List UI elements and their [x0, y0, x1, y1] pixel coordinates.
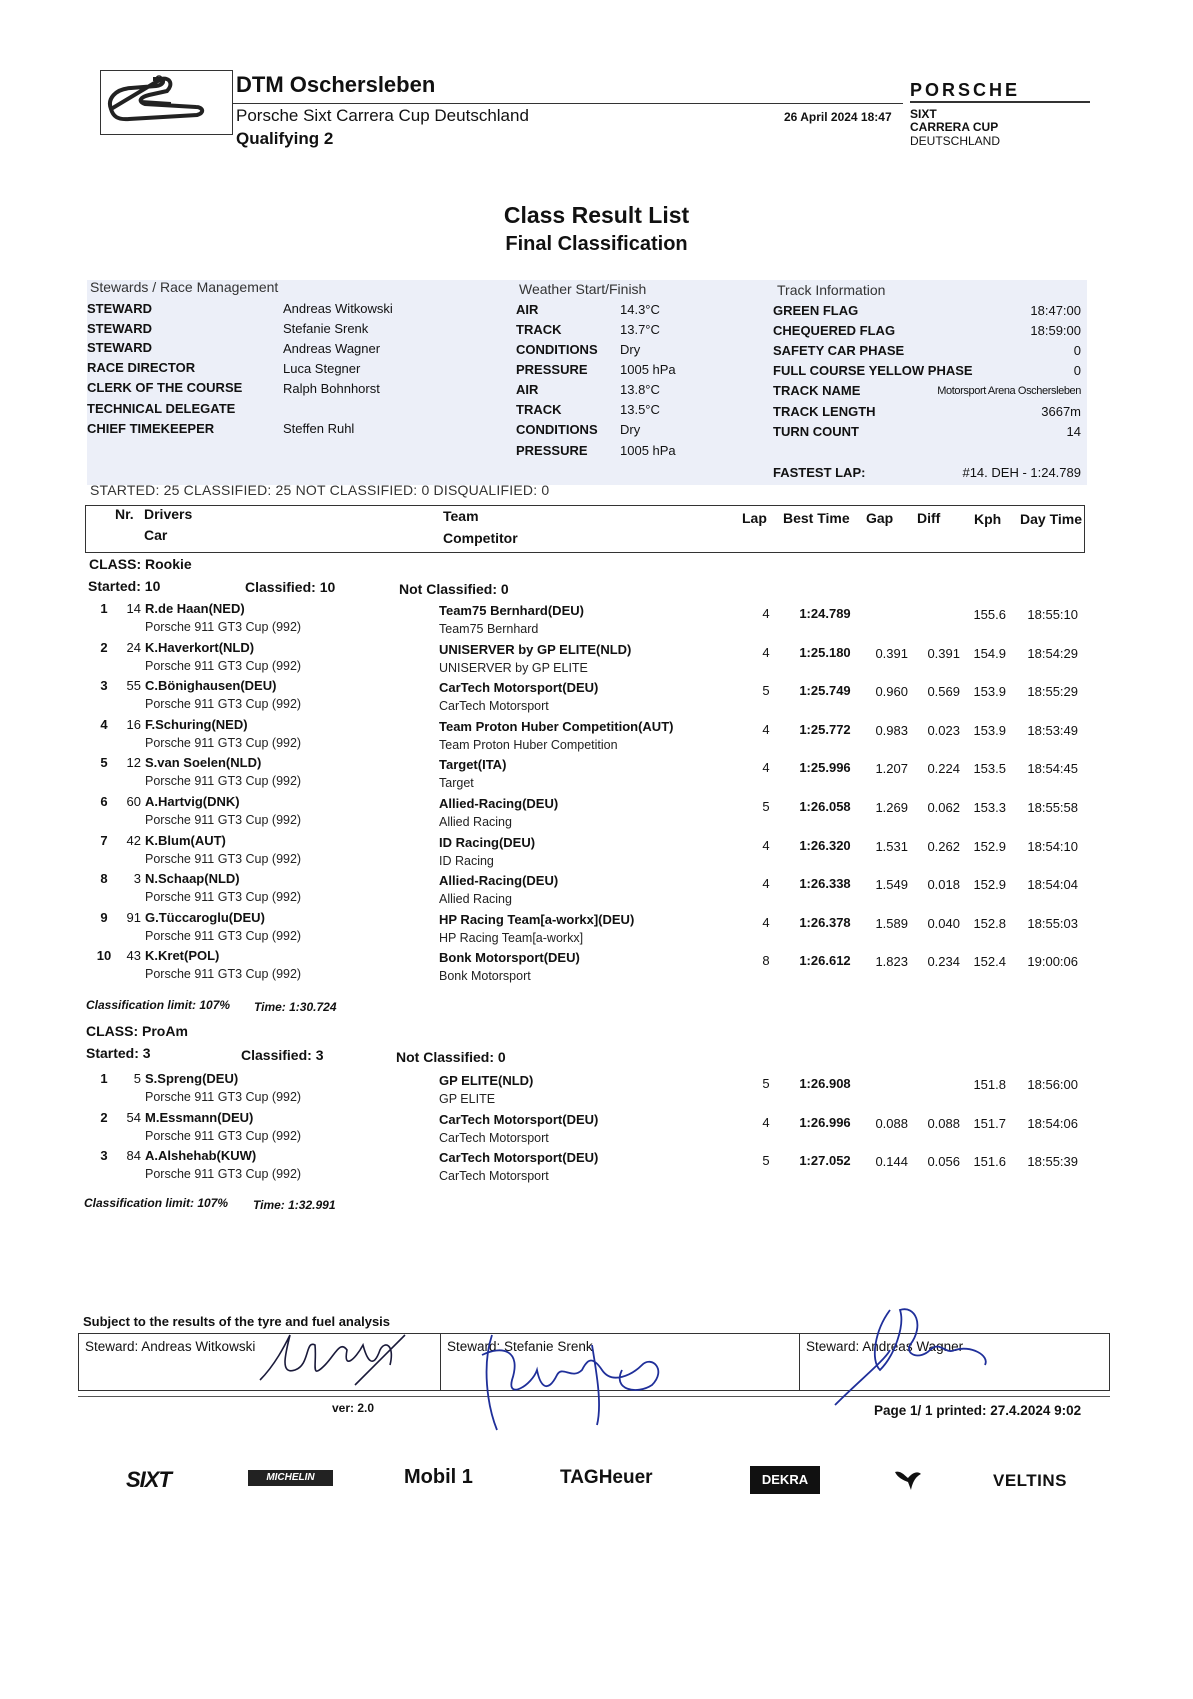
track-label: SAFETY CAR PHASE	[773, 343, 905, 358]
gap-value: 0.983	[875, 722, 908, 738]
steward-name: Steffen Ruhl	[283, 421, 355, 436]
weather-value: Dry	[620, 422, 641, 437]
car-model: Porsche 911 GT3 Cup (992)	[145, 1090, 302, 1104]
track-value: 18:47:00	[1030, 303, 1081, 318]
diff-value: 0.088	[927, 1115, 960, 1131]
fastest-lap-label: FASTEST LAP:	[773, 465, 866, 480]
track-label: TURN COUNT	[773, 424, 859, 439]
steward-role: RACE DIRECTOR	[87, 360, 196, 375]
col-best-time: Best Time	[783, 510, 850, 526]
speed-kph: 152.4	[973, 954, 1006, 970]
best-time: 1:26.378	[799, 914, 851, 930]
team-name: UNISERVER by GP ELITE(NLD)	[439, 641, 632, 657]
day-time: 18:54:29	[1027, 645, 1078, 661]
car-number: 3	[133, 871, 141, 887]
track-label: GREEN FLAG	[773, 303, 859, 318]
puma-logo	[893, 1468, 923, 1492]
car-number: 14	[126, 601, 141, 616]
lap-count: 5	[762, 1076, 770, 1091]
col-kph: Kph	[974, 511, 1002, 527]
best-time: 1:26.338	[799, 876, 851, 892]
diff-value: 0.262	[927, 838, 960, 854]
car-model: Porsche 911 GT3 Cup (992)	[145, 658, 302, 673]
version-label: ver: 2.0	[332, 1401, 375, 1415]
weather-label: AIR	[516, 382, 539, 397]
document-subtitle: Final Classification	[505, 233, 688, 255]
car-model: Porsche 911 GT3 Cup (992)	[145, 813, 302, 827]
class-not-classified: Not Classified: 0	[396, 1049, 506, 1065]
team-name: Team Proton Huber Competition(AUT)	[439, 718, 674, 734]
team-name: Allied-Racing(DEU)	[439, 796, 559, 811]
brand-line-3: DEUTSCHLAND	[910, 134, 1001, 148]
position: 2	[100, 639, 108, 655]
driver-name: K.Haverkort(NLD)	[145, 639, 255, 655]
gap-value: 1.531	[875, 838, 908, 854]
day-time: 18:55:39	[1027, 1154, 1078, 1170]
col-lap: Lap	[742, 510, 767, 526]
competitor-name: CarTech Motorsport	[439, 1130, 549, 1145]
lap-count: 4	[762, 837, 770, 853]
veltins-logo: VELTINS	[993, 1471, 1068, 1490]
speed-kph: 154.9	[973, 645, 1006, 661]
position: 1	[100, 601, 108, 616]
diff-value: 0.023	[927, 722, 960, 738]
position: 1	[100, 1071, 108, 1086]
driver-name: G.Tüccaroglu(DEU)	[145, 909, 265, 925]
col-team: Team	[443, 508, 479, 524]
michelin-logo: MICHELIN	[248, 1470, 333, 1486]
diff-value: 0.040	[927, 915, 960, 931]
class-started: Started: 3	[86, 1045, 151, 1061]
competitor-name: Team Proton Huber Competition	[439, 737, 618, 752]
team-name: HP Racing Team[a-workx](DEU)	[439, 911, 635, 927]
gap-value: 0.144	[875, 1154, 908, 1170]
competitor-name: GP ELITE	[439, 1092, 496, 1106]
position: 4	[100, 716, 108, 732]
competitor-name: Target	[439, 776, 474, 791]
col-competitor: Competitor	[443, 530, 518, 546]
car-number: 5	[133, 1071, 141, 1086]
track-label: TRACK NAME	[773, 383, 861, 398]
team-name: Target(ITA)	[439, 757, 507, 773]
car-model: Porsche 911 GT3 Cup (992)	[145, 697, 302, 712]
weather-label: TRACK	[516, 322, 562, 337]
col-drivers: Drivers	[144, 506, 193, 522]
steward-role: STEWARD	[87, 340, 152, 355]
gap-value: 1.269	[875, 800, 908, 815]
signature-srenk	[472, 1325, 682, 1440]
driver-name: S.Spreng(DEU)	[145, 1071, 239, 1086]
speed-kph: 153.9	[973, 722, 1006, 738]
car-model: Porsche 911 GT3 Cup (992)	[145, 735, 302, 750]
speed-kph: 153.3	[973, 800, 1006, 815]
gap-value: 0.960	[875, 684, 908, 700]
best-time: 1:26.996	[799, 1114, 851, 1130]
report-date: 26 April 2024 18:47	[784, 110, 892, 124]
gap-value: 0.088	[875, 1115, 908, 1131]
porsche-logo: PORSCHE	[910, 80, 1021, 100]
lap-count: 4	[762, 876, 770, 892]
best-time: 1:26.320	[799, 837, 851, 853]
gap-value: 1.823	[875, 954, 908, 970]
driver-name: F.Schuring(NED)	[145, 716, 248, 732]
diff-value: 0.391	[927, 645, 960, 661]
fastest-lap-value: #14. DEH - 1:24.789	[962, 465, 1081, 480]
lap-count: 4	[762, 606, 770, 621]
position: 10	[96, 948, 112, 964]
car-model: Porsche 911 GT3 Cup (992)	[145, 774, 302, 789]
day-time: 18:55:03	[1027, 915, 1078, 931]
position: 5	[100, 755, 108, 771]
best-time: 1:26.908	[799, 1076, 851, 1091]
team-name: Bonk Motorsport(DEU)	[439, 950, 580, 966]
weather-value: 14.3°C	[620, 302, 660, 317]
competitor-name: ID Racing	[439, 853, 494, 868]
logo-underline	[910, 101, 1090, 103]
driver-name: M.Essmann(DEU)	[145, 1109, 254, 1125]
day-time: 18:55:10	[1027, 607, 1078, 622]
signature-wagner	[830, 1300, 1010, 1410]
diff-value: 0.062	[927, 800, 960, 815]
document-title: Class Result List	[503, 202, 690, 228]
steward-name: Andreas Witkowski	[283, 301, 393, 316]
competitor-name: HP Racing Team[a-workx]	[439, 930, 584, 945]
driver-name: K.Kret(POL)	[145, 948, 220, 964]
class-classified: Classified: 10	[245, 579, 336, 595]
competitor-name: CarTech Motorsport	[439, 699, 549, 714]
gap-value: 1.207	[875, 761, 908, 777]
day-time: 18:55:58	[1027, 800, 1078, 815]
counts-summary: STARTED: 25 CLASSIFIED: 25 NOT CLASSIFIED: 0 DISQUALIFIED: 0	[90, 482, 550, 498]
track-label: TRACK LENGTH	[773, 404, 876, 419]
position: 3	[100, 1148, 108, 1164]
car-model: Porsche 911 GT3 Cup (992)	[145, 890, 302, 905]
team-name: Team75 Bernhard(DEU)	[439, 603, 584, 618]
lap-count: 5	[762, 1153, 770, 1169]
diff-value: 0.018	[927, 877, 960, 893]
steward-name: Stefanie Srenk	[283, 321, 369, 336]
event-title: DTM Oschersleben	[236, 72, 436, 97]
position: 3	[100, 678, 108, 694]
day-time: 18:54:06	[1027, 1115, 1078, 1131]
weather-value: 13.8°C	[620, 382, 660, 397]
lap-count: 4	[762, 760, 770, 776]
track-map-logo	[100, 70, 233, 135]
competitor-name: Allied Racing	[439, 815, 512, 829]
weather-label: CONDITIONS	[516, 422, 598, 437]
track-label: FULL COURSE YELLOW PHASE	[773, 363, 973, 378]
day-time: 18:54:45	[1027, 761, 1078, 777]
day-time: 18:54:10	[1027, 838, 1078, 854]
car-number: 54	[126, 1109, 141, 1125]
best-time: 1:24.789	[799, 606, 851, 621]
day-time: 19:00:06	[1027, 954, 1078, 970]
track-value: 18:59:00	[1030, 323, 1081, 338]
track-value: 0	[1073, 363, 1081, 378]
driver-name: N.Schaap(NLD)	[145, 871, 240, 887]
car-model: Porsche 911 GT3 Cup (992)	[145, 967, 302, 982]
track-label: CHEQUERED FLAG	[773, 323, 896, 338]
steward-cell: Steward: Stefanie Srenk	[441, 1334, 800, 1390]
tagheuer-logo: TAGHeuer	[560, 1467, 653, 1488]
header-divider	[233, 103, 903, 104]
track-value: 0	[1073, 343, 1081, 358]
car-model: Porsche 911 GT3 Cup (992)	[145, 1167, 302, 1182]
lap-count: 8	[762, 953, 770, 969]
driver-name: K.Blum(AUT)	[145, 832, 226, 848]
weather-label: PRESSURE	[516, 362, 588, 377]
sixt-logo: SIXT	[126, 1467, 171, 1492]
weather-value: 1005 hPa	[620, 443, 676, 458]
gap-value: 0.391	[875, 645, 908, 661]
weather-heading: Weather Start/Finish	[519, 281, 647, 297]
steward-name: Ralph Bohnhorst	[283, 381, 380, 396]
class-label: CLASS: Rookie	[89, 556, 192, 572]
best-time: 1:25.180	[799, 644, 851, 660]
team-name: CarTech Motorsport(DEU)	[439, 680, 599, 696]
steward-role: TECHNICAL DELEGATE	[87, 401, 236, 416]
steward-name: Andreas Wagner	[283, 341, 381, 356]
day-time: 18:53:49	[1027, 722, 1078, 738]
best-time: 1:27.052	[799, 1153, 851, 1169]
team-name: GP ELITE(NLD)	[439, 1073, 534, 1088]
car-model: Porsche 911 GT3 Cup (992)	[145, 928, 302, 943]
classification-limit-time: Time: 1:30.724	[254, 1000, 337, 1014]
day-time: 18:54:04	[1027, 877, 1078, 893]
speed-kph: 155.6	[973, 607, 1006, 622]
lap-count: 4	[762, 644, 770, 660]
printed-info: Page 1/ 1 printed: 27.4.2024 9:02	[874, 1403, 1082, 1418]
position: 9	[100, 909, 108, 925]
speed-kph: 152.9	[973, 838, 1006, 854]
diff-value: 0.234	[927, 954, 960, 970]
class-started: Started: 10	[88, 578, 161, 594]
stewards-heading: Stewards / Race Management	[90, 279, 279, 295]
lap-count: 5	[762, 683, 770, 699]
best-time: 1:26.058	[799, 799, 851, 814]
car-number: 12	[126, 755, 141, 771]
weather-value: Dry	[620, 342, 641, 357]
diff-value: 0.224	[927, 761, 960, 777]
car-model: Porsche 911 GT3 Cup (992)	[145, 620, 302, 634]
lap-count: 4	[762, 1114, 770, 1130]
lap-count: 5	[762, 799, 770, 814]
diff-value: 0.569	[927, 684, 960, 700]
classification-limit: Classification limit: 107%	[86, 998, 231, 1012]
session-name: Qualifying 2	[236, 129, 334, 148]
car-number: 16	[126, 716, 141, 732]
steward-cell: Steward: Andreas Wagner	[806, 1339, 964, 1354]
weather-label: AIR	[516, 302, 539, 317]
driver-name: R.de Haan(NED)	[145, 601, 245, 616]
position: 7	[100, 832, 108, 848]
car-model: Porsche 911 GT3 Cup (992)	[145, 851, 302, 866]
class-not-classified: Not Classified: 0	[399, 581, 509, 597]
driver-name: A.Alshehab(KUW)	[145, 1148, 257, 1164]
day-time: 18:56:00	[1027, 1077, 1078, 1092]
weather-value: 13.5°C	[620, 402, 660, 417]
col-gap: Gap	[866, 510, 894, 526]
series-name: Porsche Sixt Carrera Cup Deutschland	[236, 106, 529, 125]
brand-line-2: CARRERA CUP	[910, 120, 999, 134]
car-number: 55	[126, 678, 141, 694]
lap-count: 4	[762, 914, 770, 930]
team-name: CarTech Motorsport(DEU)	[439, 1150, 599, 1166]
track-heading: Track Information	[777, 282, 886, 298]
driver-name: A.Hartvig(DNK)	[145, 794, 240, 809]
speed-kph: 151.7	[973, 1115, 1006, 1131]
competitor-name: UNISERVER by GP ELITE	[439, 660, 588, 675]
col-diff: Diff	[917, 510, 941, 526]
subject-note: Subject to the results of the tyre and fuel analysis	[83, 1314, 391, 1329]
weather-label: PRESSURE	[516, 443, 588, 458]
driver-name: S.van Soelen(NLD)	[145, 755, 262, 771]
car-number: 91	[126, 909, 141, 925]
competitor-name: CarTech Motorsport	[439, 1169, 549, 1184]
car-number: 24	[126, 639, 141, 655]
lap-count: 4	[762, 721, 770, 737]
weather-label: TRACK	[516, 402, 562, 417]
steward-role: CHIEF TIMEKEEPER	[87, 421, 215, 436]
day-time: 18:55:29	[1027, 684, 1078, 700]
diff-value: 0.056	[927, 1154, 960, 1170]
col-nr: Nr.	[115, 506, 134, 522]
dekra-logo: DEKRA	[750, 1466, 820, 1494]
steward-role: STEWARD	[87, 301, 152, 316]
team-name: CarTech Motorsport(DEU)	[439, 1111, 599, 1127]
mobil1-logo: Mobil 1	[404, 1466, 473, 1488]
track-value: 3667m	[1041, 404, 1081, 419]
car-number: 60	[126, 794, 141, 809]
car-model: Porsche 911 GT3 Cup (992)	[145, 1128, 302, 1143]
car-number: 42	[126, 832, 141, 848]
steward-role: STEWARD	[87, 321, 152, 336]
car-number: 43	[126, 948, 141, 964]
speed-kph: 153.5	[973, 761, 1006, 777]
position: 6	[100, 794, 108, 809]
signature-witkowski	[255, 1325, 415, 1395]
car-number: 84	[126, 1148, 141, 1164]
steward-name: Luca Stegner	[283, 361, 361, 376]
gap-value: 1.549	[875, 877, 908, 893]
steward-role: CLERK OF THE COURSE	[87, 380, 243, 395]
driver-name: C.Bönighausen(DEU)	[145, 678, 277, 694]
best-time: 1:25.772	[799, 721, 851, 737]
col-car: Car	[144, 527, 168, 543]
best-time: 1:26.612	[799, 953, 851, 969]
class-label: CLASS: ProAm	[86, 1023, 188, 1039]
track-layout-icon	[101, 71, 232, 134]
classification-limit: Classification limit: 107%	[84, 1196, 229, 1210]
position: 8	[100, 871, 108, 887]
classification-limit-time: Time: 1:32.991	[253, 1198, 336, 1212]
col-day-time: Day Time	[1020, 511, 1082, 527]
team-name: ID Racing(DEU)	[439, 834, 536, 850]
competitor-name: Allied Racing	[439, 892, 512, 907]
track-value: 14	[1066, 424, 1081, 439]
competitor-name: Bonk Motorsport	[439, 969, 531, 984]
class-classified: Classified: 3	[241, 1047, 324, 1063]
speed-kph: 151.8	[973, 1077, 1006, 1092]
team-name: Allied-Racing(DEU)	[439, 873, 559, 889]
brand-line-1: SIXT	[910, 107, 937, 121]
weather-value: 1005 hPa	[620, 362, 676, 377]
track-value: Motorsport Arena Oschersleben	[937, 385, 1081, 397]
weather-label: CONDITIONS	[516, 342, 598, 357]
speed-kph: 151.6	[973, 1154, 1006, 1170]
steward-cell: Steward: Andreas Witkowski	[79, 1334, 441, 1390]
speed-kph: 152.8	[973, 915, 1006, 931]
competitor-name: Team75 Bernhard	[439, 622, 539, 636]
position: 2	[100, 1109, 108, 1125]
gap-value: 1.589	[875, 915, 908, 931]
best-time: 1:25.749	[799, 683, 851, 699]
weather-value: 13.7°C	[620, 322, 660, 337]
speed-kph: 152.9	[973, 877, 1006, 893]
best-time: 1:25.996	[799, 760, 851, 776]
speed-kph: 153.9	[973, 684, 1006, 700]
